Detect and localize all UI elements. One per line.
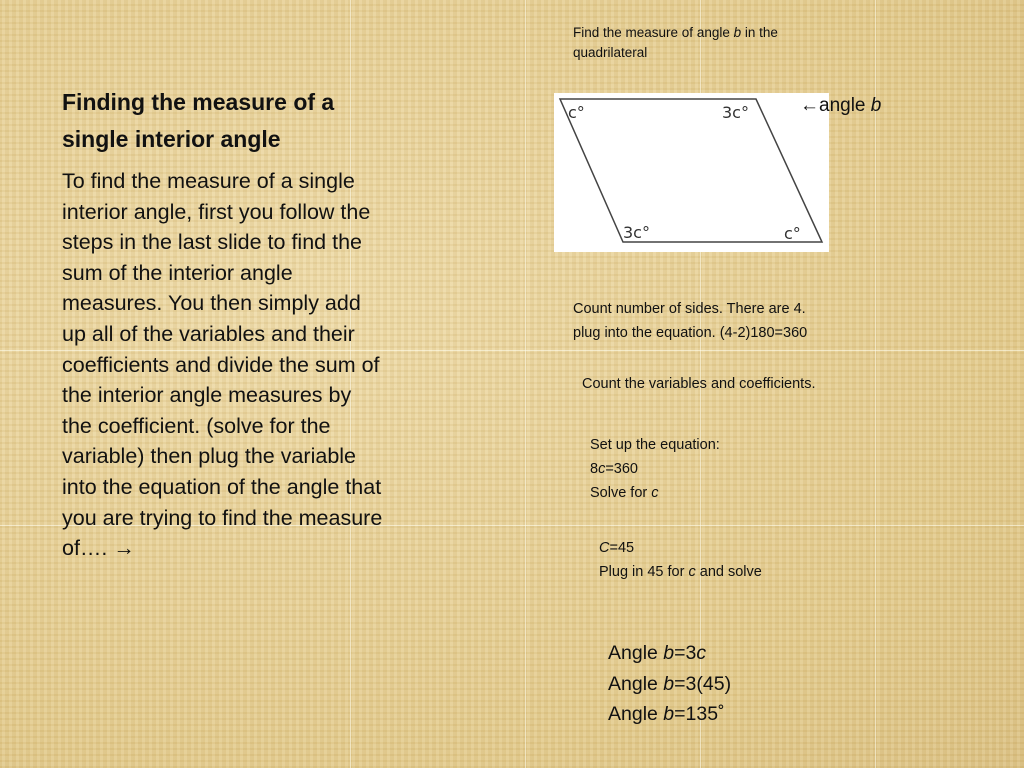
answer-variable: b — [663, 672, 675, 695]
background-seam — [525, 0, 526, 768]
problem-prompt — [573, 23, 803, 63]
plug-text: Plug in 45 for — [599, 564, 689, 580]
answer-prefix: Angle — [608, 672, 664, 695]
final-answer — [608, 638, 731, 730]
angle-label-top-left: c° — [568, 103, 585, 122]
step-count-variables: Count the variables and coefficients. — [582, 376, 816, 392]
pointer-text: angle — [819, 95, 871, 116]
prompt-variable: b — [733, 25, 742, 40]
step-line: Count number of sides. There are 4. — [573, 301, 806, 317]
answer-rhs: =135˚ — [674, 703, 725, 725]
parallelogram-diagram — [554, 93, 829, 252]
prompt-text: Find the measure of angle — [573, 25, 734, 40]
step-line: plug into the equation. (4-2)180=360 — [573, 325, 808, 341]
answer-line — [608, 638, 731, 669]
angle-b-pointer — [800, 94, 881, 118]
quadrilateral-figure — [554, 93, 829, 252]
parallelogram-shape — [560, 99, 822, 242]
slide-title: Finding the measure of a single interior angle — [62, 89, 335, 152]
angle-label-bottom-left: 3c° — [623, 223, 650, 242]
step-line: Set up the equation: — [590, 437, 720, 453]
left-arrow-icon: ← — [800, 95, 819, 116]
answer-line — [608, 699, 731, 730]
solve-variable: c — [651, 485, 659, 501]
solution-value: =45 — [609, 540, 635, 556]
answer-rhs: =3 — [674, 642, 697, 664]
step-line — [599, 536, 762, 560]
step-count-sides — [573, 297, 807, 345]
angle-label-top-right: 3c° — [722, 103, 749, 122]
solution-variable: C — [599, 540, 610, 556]
slide-body — [62, 166, 384, 564]
step-line — [590, 457, 720, 481]
angle-label-bottom-right: c° — [784, 224, 801, 243]
right-arrow-icon: → — [113, 536, 135, 561]
answer-prefix: Angle — [608, 642, 664, 664]
step-line — [599, 560, 762, 584]
step-set-up-equation — [590, 433, 720, 505]
equation-variable: c — [598, 461, 606, 477]
answer-line — [608, 669, 731, 700]
answer-rhs-variable: c — [696, 642, 707, 664]
answer-variable: b — [663, 642, 675, 664]
prompt-text-end: in the quadrilateral — [573, 25, 778, 60]
step-solution — [599, 536, 762, 584]
plug-text-end: and solve — [695, 564, 762, 580]
answer-rhs: =3(45) — [674, 672, 732, 695]
answer-variable: b — [663, 703, 675, 725]
pointer-variable: b — [870, 95, 882, 116]
equation-rhs: =360 — [605, 461, 638, 477]
equation-coefficient: 8 — [590, 461, 599, 477]
body-text: To find the measure of a single interior angle, first you follow the steps in the last slide to find the sum of the interior angle measures. You then simply add up all of the variables and their coefficients and divide the sum of the interior angle measures by the coefficient. (solve for the variable) then plug the variable into the equation of the angle that you are trying to find the measure of…. — [62, 169, 383, 561]
solve-text: Solve for — [590, 485, 652, 501]
answer-prefix: Angle — [608, 703, 664, 725]
plug-variable: c — [688, 564, 696, 580]
step-line — [590, 481, 720, 505]
